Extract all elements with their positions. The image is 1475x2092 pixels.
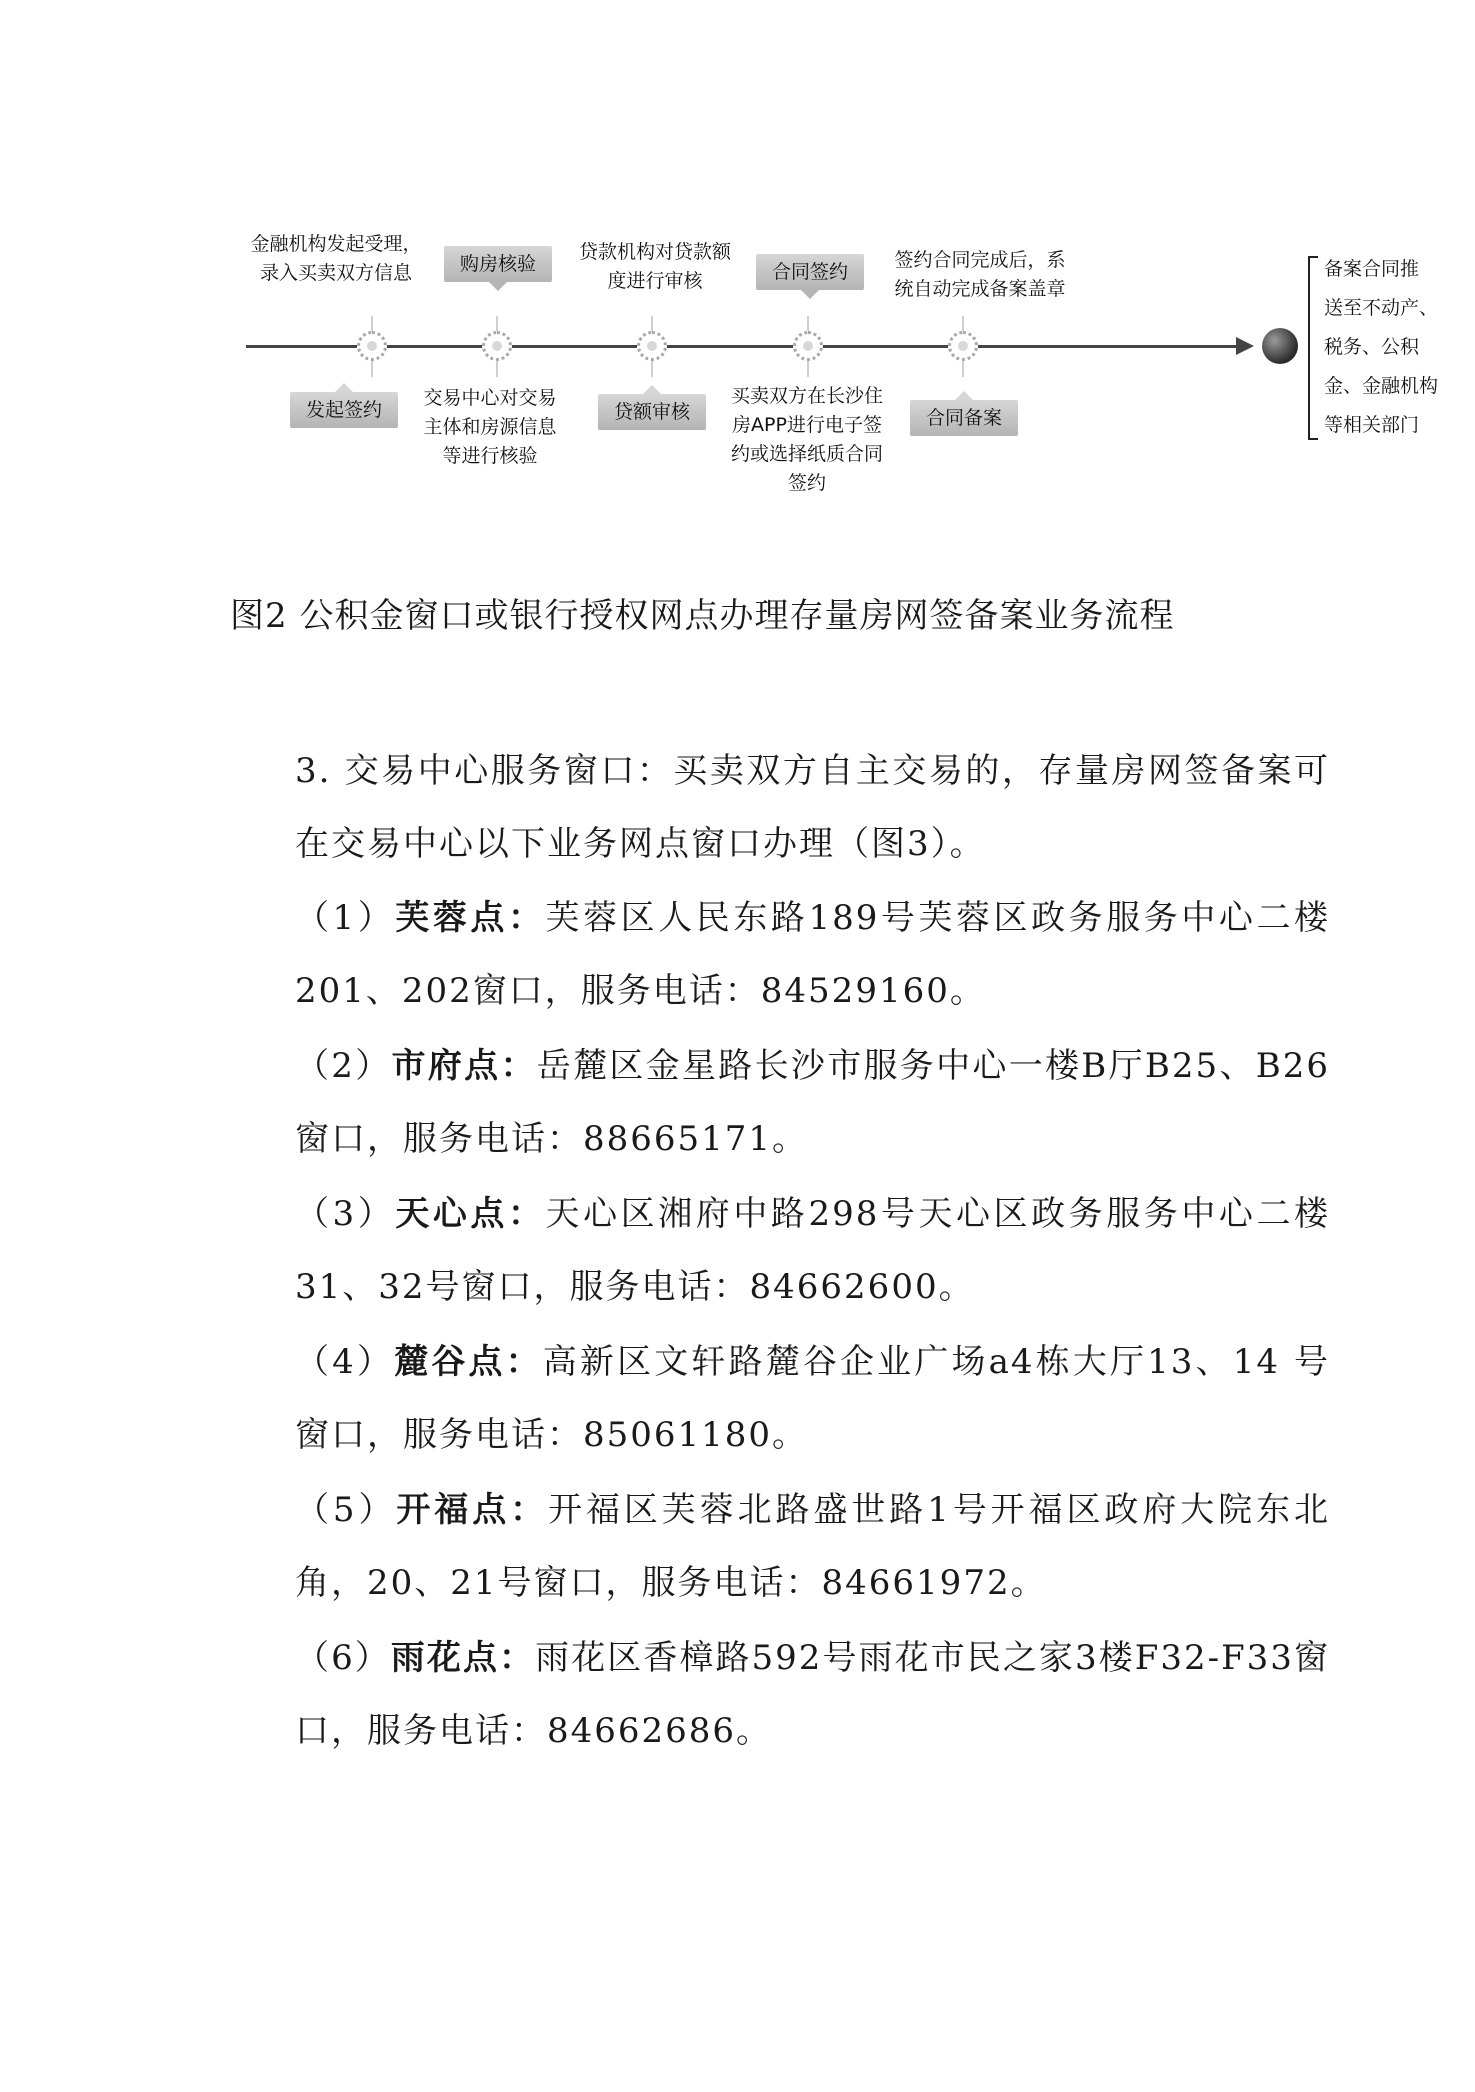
item-name: 雨花点：	[390, 1638, 536, 1678]
arrow-right-icon	[1236, 337, 1254, 355]
list-item	[227, 882, 1330, 1028]
figure-caption: 图2 公积金窗口或银行授权网点办理存量房网签备案业务流程	[230, 596, 1175, 636]
item-number: （1）	[295, 898, 396, 938]
end-node	[1262, 328, 1298, 364]
center-verify-desc: 交易中心对交易 主体和房源信息 等进行核验	[423, 387, 557, 467]
list-item	[227, 1474, 1330, 1620]
esign-desc: 买卖双方在长沙住 房APP进行电子签 约或选择纸质合同 签约	[730, 385, 883, 494]
list-item	[227, 1030, 1330, 1176]
intro-paragraph: 3. 交易中心服务窗口：买卖双方自主交易的，存量房网签备案可在交易中心以下业务网点窗口办理（图3）。	[295, 751, 1330, 864]
item-text: 岳麓区金星路长沙市服务中心一楼B厅B25、B26窗口，服务电话：88665171。	[295, 1046, 1331, 1159]
item-number: （6）	[295, 1638, 391, 1678]
flow-diagram	[220, 220, 1439, 560]
connector	[651, 361, 653, 377]
connector	[371, 316, 373, 332]
step-node	[793, 331, 823, 361]
list-item	[227, 1178, 1330, 1324]
item-name: 天心点：	[395, 1194, 546, 1234]
purchase-verify-tag: 购房核验	[444, 246, 552, 282]
item-text: 高新区文轩路麓谷企业广场a4栋大厅13、14 号窗口，服务电话：85061180。	[295, 1342, 1330, 1455]
step-node	[482, 331, 512, 361]
item-text: 天心区湘府中路298号天心区政务服务中心二楼31、32号窗口，服务电话：84662600。	[295, 1194, 1331, 1307]
item-name: 芙蓉点：	[395, 898, 546, 938]
item-number: （3）	[295, 1194, 396, 1234]
connector	[962, 316, 964, 332]
item-number: （4）	[295, 1342, 395, 1382]
item-name: 开福点：	[396, 1490, 549, 1530]
item-text: 开福区芙蓉北路盛世路1号开福区政府大院东北角，20、21号窗口，服务电话：84661972。	[295, 1490, 1331, 1603]
item-name: 市府点：	[391, 1046, 537, 1086]
step-node	[357, 331, 387, 361]
end-desc: 备案合同推 送至不动产、 税务、公积 金、金融机构 等相关部门	[1324, 258, 1439, 436]
contract-filing-tag: 合同备案	[910, 400, 1018, 436]
bracket	[1308, 256, 1318, 440]
connector	[496, 361, 498, 377]
item-number: （5）	[295, 1490, 397, 1530]
loan-review-desc: 贷款机构对贷款额 度进行审核	[578, 241, 731, 292]
list-item	[227, 1622, 1330, 1768]
timeline-line	[246, 345, 1246, 348]
connector	[371, 361, 373, 377]
initiate-sign-tag: 发起签约	[290, 392, 398, 428]
financial-start-text: 金融机构发起受理， 录入买卖双方信息	[250, 233, 422, 284]
auto-filing-desc: 签约合同完成后，系 统自动完成备案盖章	[894, 249, 1066, 300]
step-node	[948, 331, 978, 361]
connector	[651, 316, 653, 332]
connector	[807, 361, 809, 377]
list-item	[227, 1326, 1330, 1472]
connector	[962, 361, 964, 377]
connector	[807, 316, 809, 332]
item-text: 雨花区香樟路592号雨花市民之家3楼F32-F33窗口，服务电话：84662686。	[295, 1638, 1330, 1751]
step-node	[637, 331, 667, 361]
contract-sign-tag: 合同签约	[756, 254, 864, 290]
item-number: （2）	[295, 1046, 392, 1086]
connector	[496, 316, 498, 332]
item-name: 麓谷点：	[394, 1342, 543, 1382]
loan-review-tag: 贷额审核	[598, 394, 706, 430]
item-text: 芙蓉区人民东路189号芙蓉区政务服务中心二楼201、202窗口，服务电话：84529160。	[295, 898, 1331, 1011]
